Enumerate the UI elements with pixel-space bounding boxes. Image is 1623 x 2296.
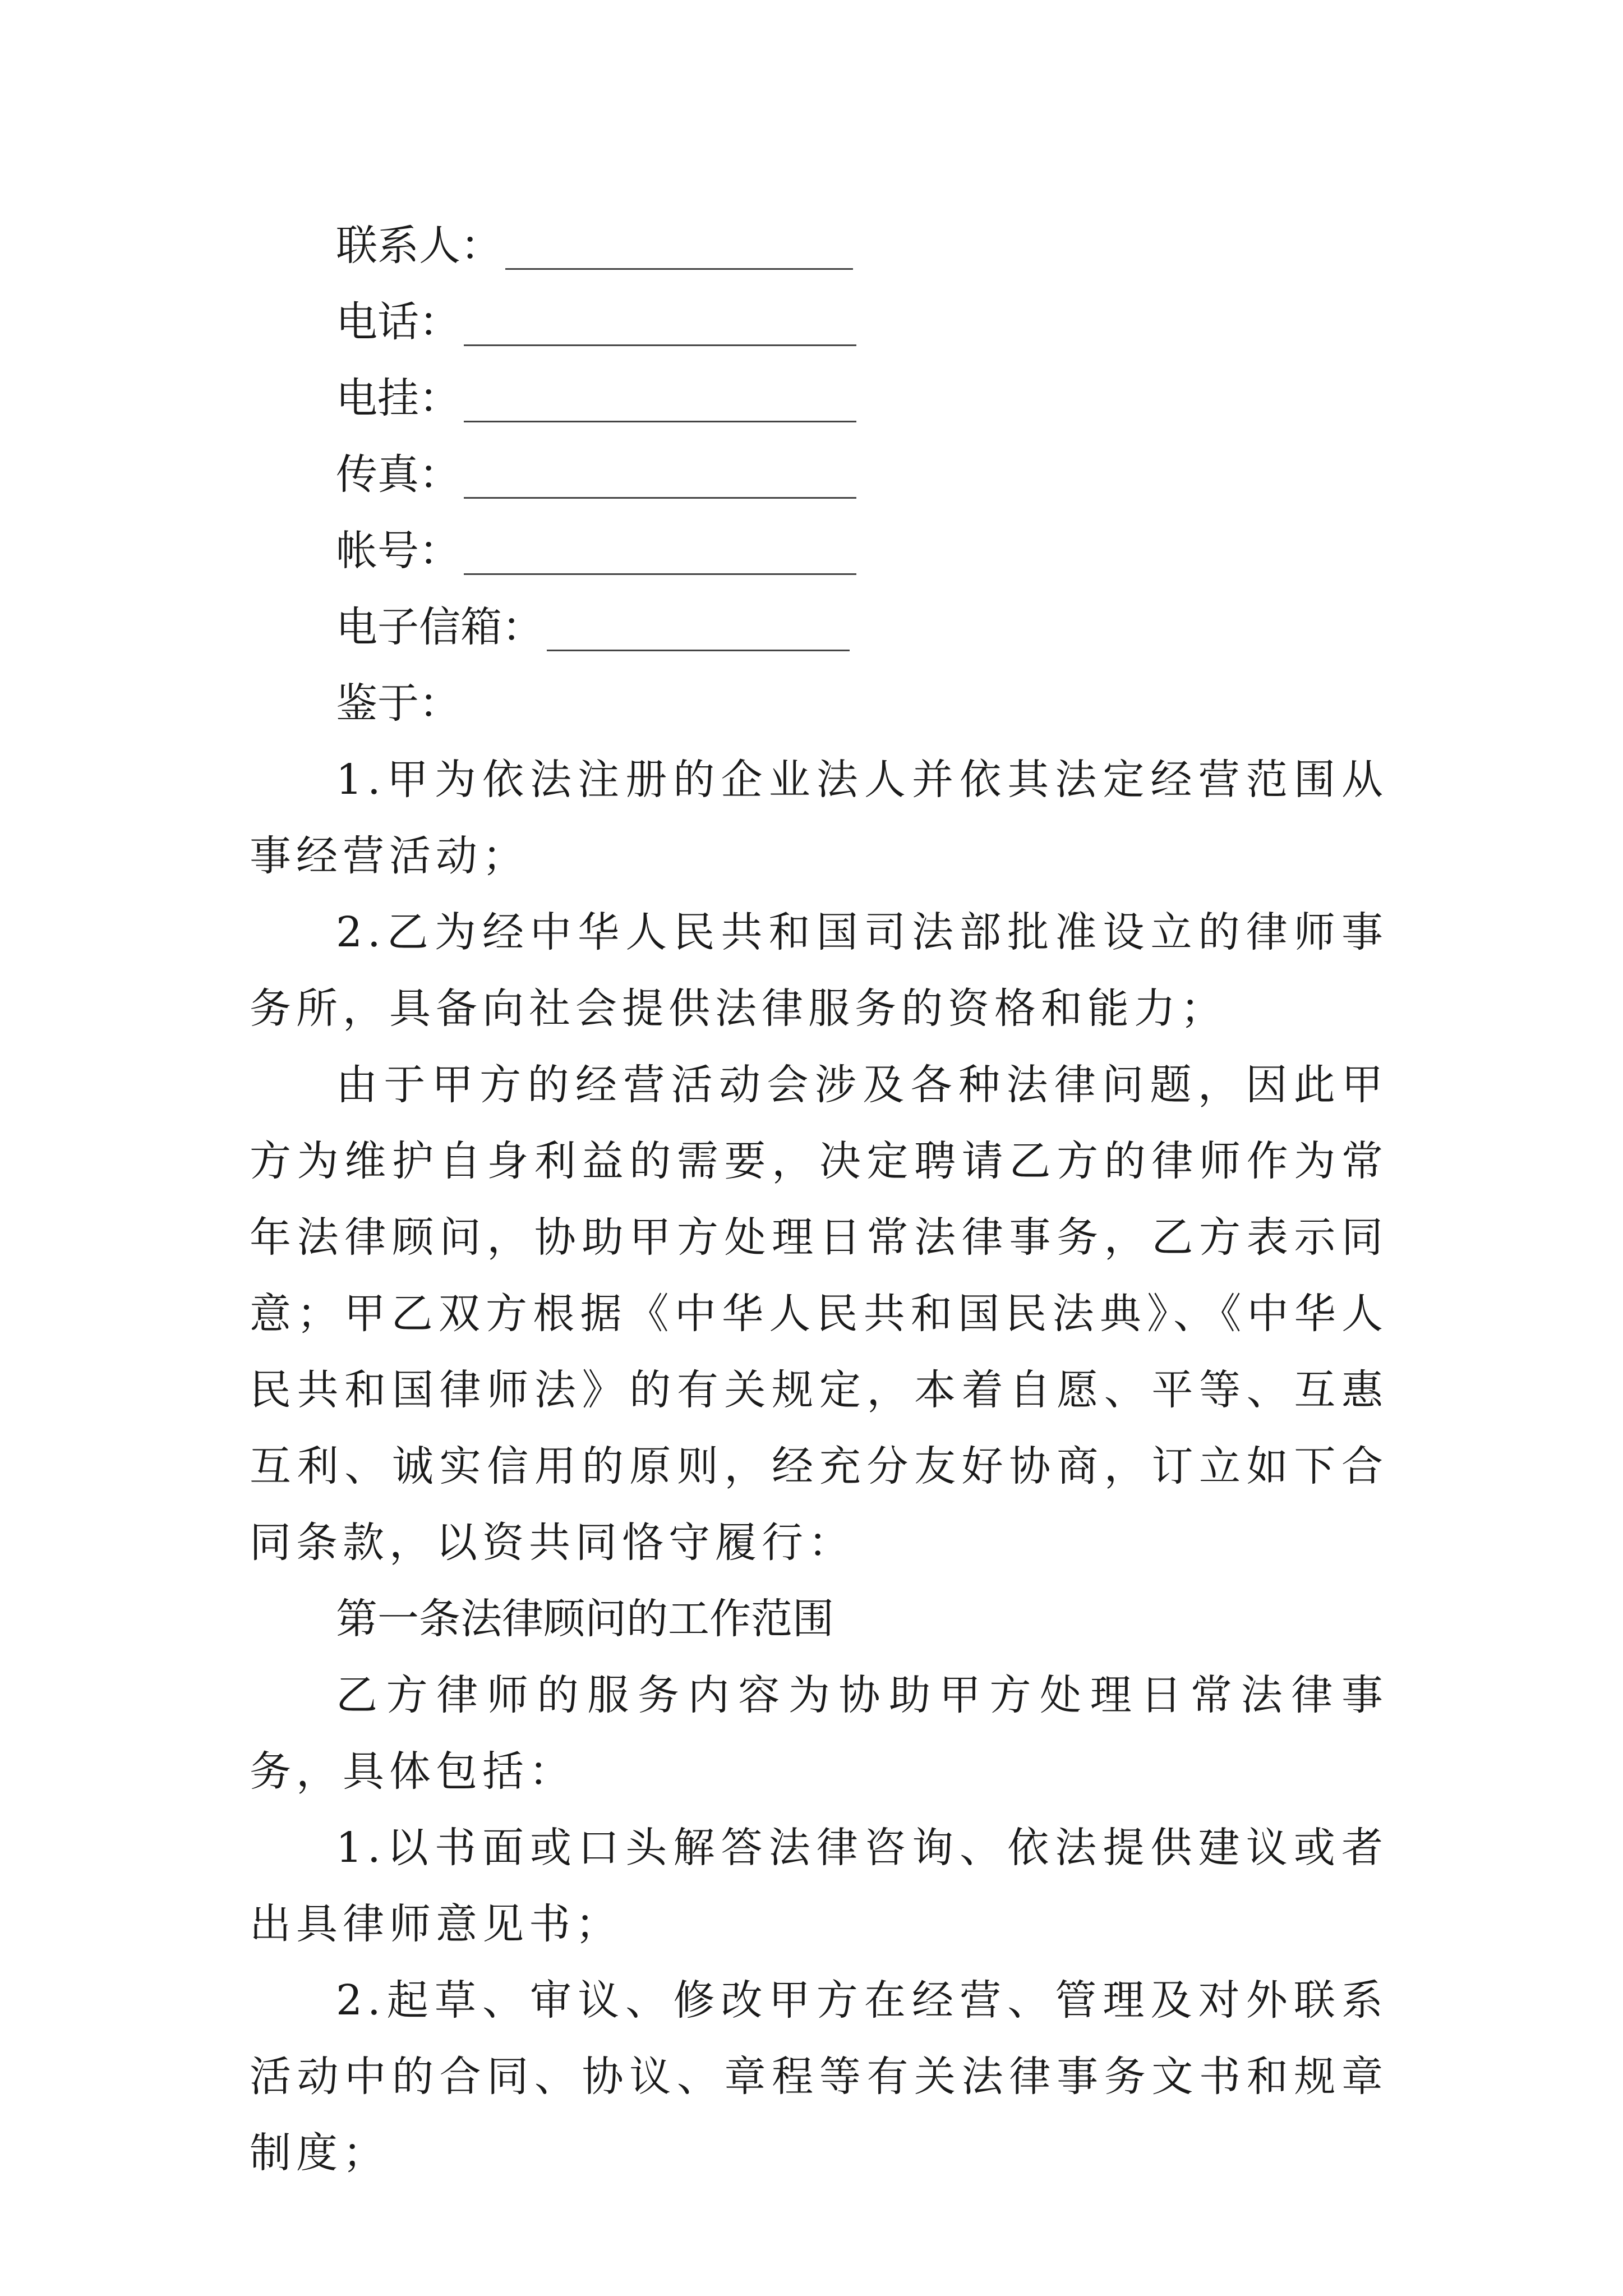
whereas-label: 鉴于： bbox=[336, 679, 460, 728]
field-label: 电挂： bbox=[336, 374, 460, 422]
document-page bbox=[250, 208, 1388, 2191]
field-label: 电子信箱： bbox=[336, 603, 543, 651]
fax-blank[interactable] bbox=[464, 436, 856, 499]
recital-paragraph: 由于甲方的经营活动会涉及各种法律问题，因此甲方为维护自身利益的需要，决定聘请乙方的律师作为常年法律顾问，协助甲方处理日常法律事务，乙方表示同意；甲乙双方根据《中华人民共和国民法典》、《中华人民共和国律师法》的有关规定，本着自愿、平等、互惠互利、诚实信用的原则，经充分友好协商，订立如下合同条款，以资共同恪守履行： bbox=[250, 1061, 1388, 1567]
article-paragraph: 乙方律师的服务内容为协助甲方处理日常法律事务，具体包括： bbox=[250, 1671, 1388, 1796]
contact-person-blank[interactable] bbox=[505, 208, 853, 270]
email-blank[interactable] bbox=[547, 589, 850, 651]
fax-field bbox=[250, 436, 1388, 513]
account-field bbox=[250, 513, 1388, 589]
article-paragraph: 2.起草、审议、修改甲方在经营、管理及对外联系活动中的合同、协议、章程等有关法律事务文书和规章制度； bbox=[250, 1976, 1388, 2177]
contact-person-field bbox=[250, 208, 1388, 284]
field-label: 传真： bbox=[336, 450, 460, 499]
account-blank[interactable] bbox=[464, 513, 856, 575]
field-label: 电话： bbox=[336, 298, 460, 346]
telegraph-field bbox=[250, 360, 1388, 436]
field-label: 帐号： bbox=[336, 527, 460, 575]
phone-blank[interactable] bbox=[464, 284, 856, 346]
recital-paragraph: 2.乙为经中华人民共和国司法部批准设立的律师事务所，具备向社会提供法律服务的资格和能力； bbox=[250, 908, 1388, 1033]
telegraph-blank[interactable] bbox=[464, 360, 856, 422]
email-field bbox=[250, 589, 1388, 665]
article-title: 第一条法律顾问的工作范围 bbox=[336, 1595, 834, 1643]
field-label: 联系人： bbox=[336, 222, 502, 270]
article-paragraph: 1.以书面或口头解答法律咨询、依法提供建议或者出具律师意见书； bbox=[250, 1824, 1388, 1948]
recital-paragraph: 1.甲为依法注册的企业法人并依其法定经营范围从事经营活动； bbox=[250, 756, 1388, 880]
phone-field bbox=[250, 284, 1388, 360]
